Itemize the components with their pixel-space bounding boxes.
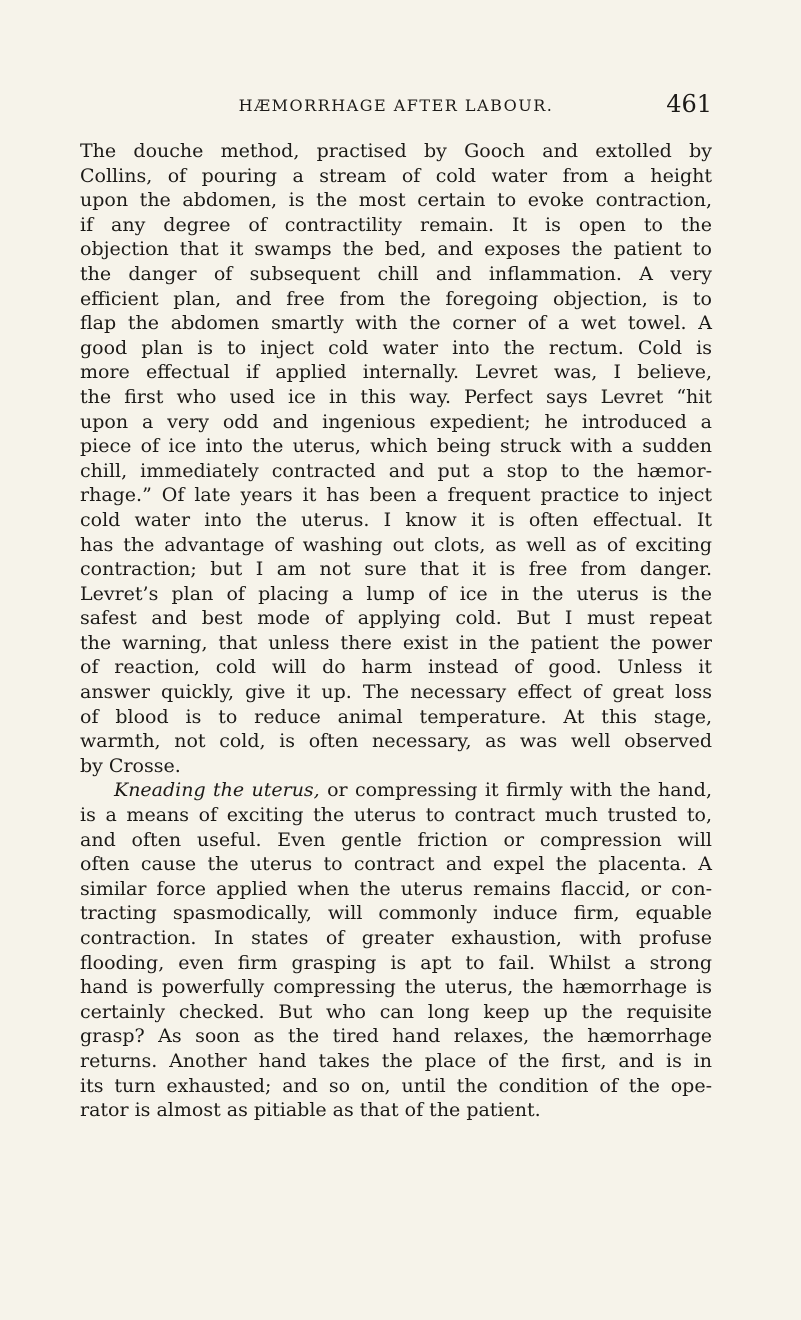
text-line: if any degree of contractility remain. It is open to the	[80, 213, 712, 236]
text-line: returns. Another hand takes the place of the first, and is in	[80, 1049, 712, 1072]
text-line: similar force applied when the uterus remains flaccid, or con-	[80, 877, 712, 900]
text-line: piece of ice into the uterus, which being struck with a sudden	[80, 435, 712, 458]
text-line: certainly checked. But who can long keep up the requisite	[80, 1000, 712, 1023]
text-line: upon the abdomen, is the most certain to evoke contraction,	[80, 189, 712, 212]
text-line: is a means of exciting the uterus to contract much trusted to,	[80, 804, 712, 827]
italic-phrase: Kneading the uterus,	[114, 779, 320, 802]
text-line: rator is almost as pitiable as that of the patient.	[80, 1099, 541, 1122]
paragraph-first-line	[80, 778, 712, 803]
text-line: of blood is to reduce animal temperature. At this stage,	[80, 705, 712, 728]
text-line: safest and best mode of applying cold. But I must repeat	[80, 607, 712, 630]
text-line: by Crosse.	[80, 754, 181, 777]
text-line: has the advantage of washing out clots, as well as of exciting	[80, 533, 712, 556]
text-line: efficient plan, and free from the foregoing objection, is to	[80, 287, 712, 310]
text-line: objection that it swamps the bed, and exposes the patient to	[80, 238, 712, 261]
text-run: or compressing it firmly with the hand,	[319, 779, 712, 802]
body-text	[80, 139, 712, 1123]
page-number: 461	[666, 90, 712, 118]
text-line: and often useful. Even gentle friction or compression will	[80, 828, 712, 851]
text-line: answer quickly, give it up. The necessary effect of great loss	[80, 681, 712, 704]
text-line: often cause the uterus to contract and expel the placenta. A	[80, 853, 712, 876]
text-line: hand is powerfully compressing the uterus, the hæmorrhage is	[80, 976, 712, 999]
text-line: chill, immediately contracted and put a stop to the hæmor-	[80, 459, 712, 482]
text-line: grasp? As soon as the tired hand relaxes, the hæmorrhage	[80, 1025, 712, 1048]
text-line: contraction; but I am not sure that it is free from danger.	[80, 558, 712, 581]
text-line: The douche method, practised by Gooch and extolled by	[80, 140, 712, 162]
text-line: upon a very odd and ingenious expedient; he introduced a	[80, 410, 712, 433]
text-line: its turn exhausted; and so on, until the condition of the ope-	[80, 1074, 712, 1097]
text-line: contraction. In states of greater exhaustion, with profuse	[80, 927, 712, 949]
running-title: HÆMORRHAGE AFTER LABOUR.	[238, 96, 554, 115]
text-line: tracting spasmodically, will commonly induce firm, equable	[80, 902, 712, 925]
text-line: flap the abdomen smartly with the corner of a wet towel. A	[80, 312, 712, 335]
text-line: warmth, not cold, is often necessary, as was well observed	[80, 730, 712, 753]
text-line: the first who used ice in this way. Perfect says Levret “hit	[80, 385, 712, 408]
text-line: more effectual if applied internally. Levret was, I believe,	[80, 361, 712, 384]
text-line: Collins, of pouring a stream of cold water from a height	[80, 164, 712, 187]
text-line: the danger of subsequent chill and inflammation. A very	[80, 262, 712, 285]
text-line: rhage.” Of late years it has been a frequent practice to inject	[80, 484, 712, 507]
running-head	[80, 90, 712, 124]
text-line: flooding, even firm grasping is apt to fail. Whilst a strong	[80, 951, 712, 974]
text-line: good plan is to inject cold water into the rectum. Cold is	[80, 336, 712, 359]
text-line: Levret’s plan of placing a lump of ice in the uterus is the	[80, 582, 712, 605]
text-line: of reaction, cold will do harm instead of good. Unless it	[80, 656, 712, 679]
text-line: cold water into the uterus. I know it is often effectual. It	[80, 508, 712, 531]
text-line: the warning, that unless there exist in the patient the power	[80, 631, 712, 654]
